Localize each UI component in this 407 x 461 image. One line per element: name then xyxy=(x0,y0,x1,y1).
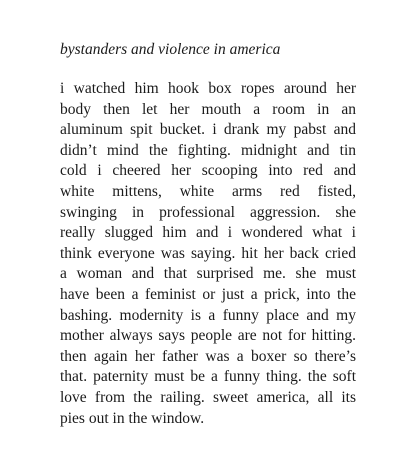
poem-line: pies out in the window. xyxy=(60,409,205,427)
poem-line: body then let her mouth a room in an xyxy=(60,100,356,118)
poem-line: aluminum spit bucket. i drank my pabst and xyxy=(60,121,356,139)
poem-line: then again her father was a boxer so there’s xyxy=(60,347,356,365)
poem-line: think everyone was saying. hit her back cried xyxy=(60,244,356,262)
poem-line: really slugged him and i wondered what i xyxy=(60,224,356,242)
poem-title: bystanders and violence in america xyxy=(60,41,281,58)
poem-line: bashing. modernity is a funny place and my xyxy=(60,306,356,324)
poem-line: love from the railing. sweet america, all its xyxy=(60,388,356,406)
poem-line: didn’t mind the fighting. midnight and tin xyxy=(60,141,356,159)
poem-line: a woman and that surprised me. she must xyxy=(60,265,356,283)
poem-line: that. paternity must be a funny thing. the soft xyxy=(60,368,356,386)
poem-body xyxy=(60,79,356,429)
poem-line: mother always says people are not for hitting. xyxy=(60,327,356,345)
poem-line: white mittens, white arms red fisted, xyxy=(60,182,356,200)
poem-line: i watched him hook box ropes around her xyxy=(60,80,356,97)
poem-line: swinging in professional aggression. she xyxy=(60,203,356,221)
poem-line: cold i cheered her scooping into red and xyxy=(60,162,356,180)
poem-line: have been a feminist or just a prick, into the xyxy=(60,285,356,303)
